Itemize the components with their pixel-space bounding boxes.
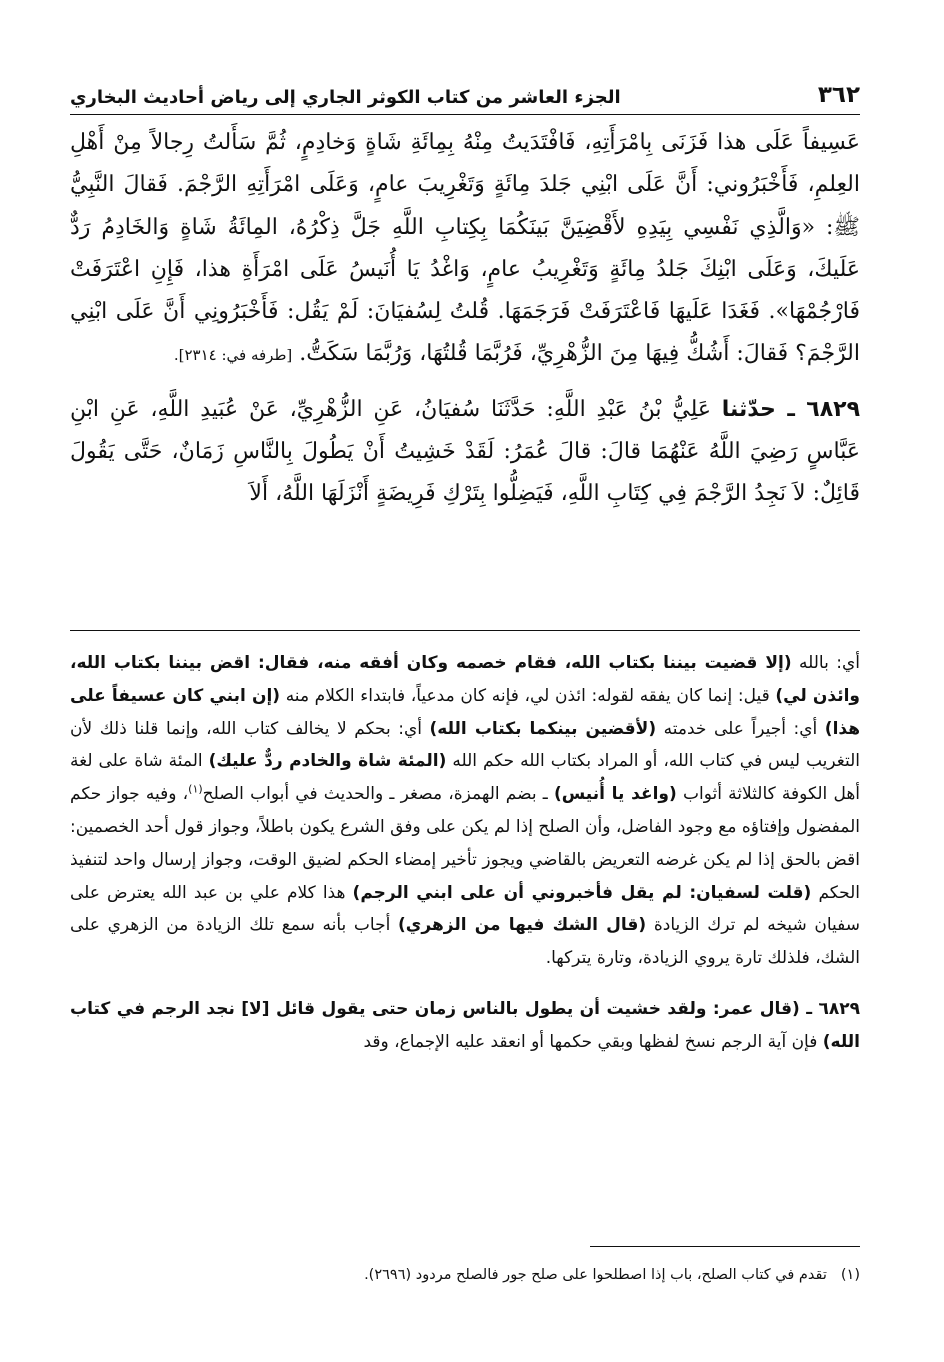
commentary-text: فإن آية الرجم نسخ لفظها وبقي حكمها أو انعقد عليه الإجماع، وقد: [363, 1031, 823, 1052]
commentary-block: [70, 647, 860, 1059]
footnote-mark: (١): [840, 1267, 860, 1283]
hadith-6829: [70, 389, 860, 516]
commentary-quoted-text: (إلا قضيت بيننا بكتاب الله، فقام خصمه وكان أفقه منه، فقال: اقض بيننا بكتاب الله، وائذن لي): [70, 653, 860, 706]
header-divider: [70, 114, 860, 115]
commentary-quoted-text: (قلت لسفيان: لم يقل فأخبروني أن على ابني الرجم): [352, 882, 812, 903]
commentary-text: أجاب بأنه سمع تلك الزيادة من الزهري على الشك، فلذلك تارة يروي الزيادة، وتارة يتركها.: [70, 915, 860, 969]
hadith-6828-text: عَسِيفاً عَلَى هذا فَزَنَى بِامْرَأَتِهِ، فَافْتَدَيتُ مِنْهُ بِمِائَةِ شَاةٍ وَخادِمٍ، ثُمَّ سَأَلتُ رِجالاً مِنْ أَهْلِ العِلمِ، فَأَخْبَرُوني: أَنَّ عَلَى ابْنِي جَلدَ مِائَةٍ وَتَغْرِيبَ عامٍ، وَعَلَى امْرَأَتِهِ الرَّجْمَ. فَقالَ النَّبِيُّ ﷺ: «وَالَّذِي نَفْسِي بِيَدِهِ لأَقْضِيَنَّ بَينَكُمَا بِكِتابِ اللَّهِ جَلَّ ذِكْرُهُ، المِائَةُ شَاةٍ وَالخَادِمُ رَدٌّ عَلَيكَ، وَعَلَى ابْنِكَ جَلدُ مِائَةٍ وَتَغْرِيبُ عامٍ، وَاغْدُ يَا أُنَيسُ عَلَى امْرَأَةِ هذا، فَإِنِ اعْتَرَفَتْ فَارْجُمْهَا». فَغَدَا عَلَيهَا فَاعْتَرَفَتْ فَرَجَمَهَا. قُلتُ لِسُفيَانَ: لَمْ يَقُل: فَأَخْبَرُونِي أَنَّ عَلَى ابْنِي الرَّجْمَ؟ فَقالَ: أَشُكُّ فِيهَا مِنَ الزُّهْرِيِّ، فَرُبَّمَا قُلتُهَا، وَرُبَّمَا سَكَتُّ.: [70, 130, 860, 367]
hadith-6829-text: عَلِيُّ بْنُ عَبْدِ اللَّهِ: حَدَّثَنَا سُفيَانُ، عَنِ الزُّهْرِيِّ، عَنْ عُبَيدِ اللَّهِ، عَنِ ابْنِ عَبَّاسٍ رَضِيَ اللَّهُ عَنْهُمَا قالَ: قالَ عُمَرُ: لَقَدْ خَشِيتُ أَنْ يَطُولَ بِالنَّاسِ زَمَانٌ، حَتَّى يَقُولَ قَائِلٌ: لاَ نَجِدُ الرَّجْمَ فِي كِتَابِ اللَّهِ، فَيَضِلُّوا بِتَرْكِ فَرِيضَةٍ أَنْزَلَهَا اللَّهُ، أَلاَ: [70, 396, 860, 507]
commentary-divider: [70, 630, 860, 631]
commentary-quoted-text: (قال الشك فيها من الزهري): [398, 915, 647, 936]
page-header: [70, 68, 860, 108]
commentary-paragraph: [70, 647, 860, 975]
commentary-text: ، وفيه جواز حكم المفضول وإفتاؤه مع وجود الفاضل، وأن الصلح إذا لم يكن على وفق الشرع يكون باطلاً، وجواز قول أحد الخصمين: اقض بالحق إذا لم يكن غرضه التعريض بالقاضي ويجوز تأخير إمضاء الحكم لضيق الوقت، وجواز إرسال واحد لتنفيذ الحكم: [70, 784, 861, 903]
footnote: [70, 1264, 860, 1286]
commentary-quoted-text: ٦٨٢٩ ـ (قال عمر: ولقد خشيت أن يطول بالناس زمان حتى يقول قائل [لا] نجد الرجم في كتاب الله): [70, 998, 860, 1052]
running-title: الجزء العاشر من كتاب الكوثر الجاري إلى رياض أحاديث البخاري: [70, 87, 621, 108]
commentary-text: أي: بحكم لا يخالف كتاب الله، وإنما قلنا ذلك لأن التغريب ليس في كتاب الله، أو المراد بكتاب الله حكم الله: [70, 718, 861, 772]
commentary-text: أي: أجيراً على خدمته: [656, 718, 825, 739]
hadith-number: ٦٨٢٩ ـ حدّثنا: [721, 396, 861, 422]
commentary-text: المئة شاة على لغة أهل الكوفة كالثلاثة أثواب: [70, 751, 861, 805]
footnote-text: تقدم في كتاب الصلح، باب إذا اصطلحوا على صلح جور فالصلح مردود (٢٦٩٦).: [364, 1267, 827, 1283]
commentary-text: أي: بالله: [791, 653, 860, 673]
commentary-paragraph: [70, 993, 860, 1059]
hadith-6828-ending: [70, 122, 860, 377]
commentary-text: قيل: إنما كان يفقه لقوله: ائذن لي، فإنه كان مدعياً، فابتداء الكلام منه: [280, 685, 776, 706]
footnote-reference: (١): [188, 782, 203, 796]
commentary-quoted-text: (لأقضين بينكما بكتاب الله): [429, 718, 657, 739]
hadith-text-block: [70, 122, 860, 516]
commentary-text: هذا كلام علي بن عبد الله يعترض على سفيان شيخه لم ترك الزيادة: [70, 882, 861, 936]
commentary-quoted-text: (المئة شاة والخادم ردٌّ عليك): [208, 751, 447, 772]
commentary-quoted-text: (إن ابني كان عسيفاً على هذا): [70, 685, 861, 739]
commentary-quoted-text: (واغد يا أُنيس): [554, 784, 677, 805]
footnote-divider: [590, 1246, 860, 1247]
page-number: ٣٦٢: [817, 82, 860, 108]
commentary-text: ـ بضم الهمزة، مصغر ـ والحديث في أبواب الصلح: [202, 784, 554, 805]
cross-reference: [طرفه في: ٢٣١٤].: [173, 346, 293, 365]
